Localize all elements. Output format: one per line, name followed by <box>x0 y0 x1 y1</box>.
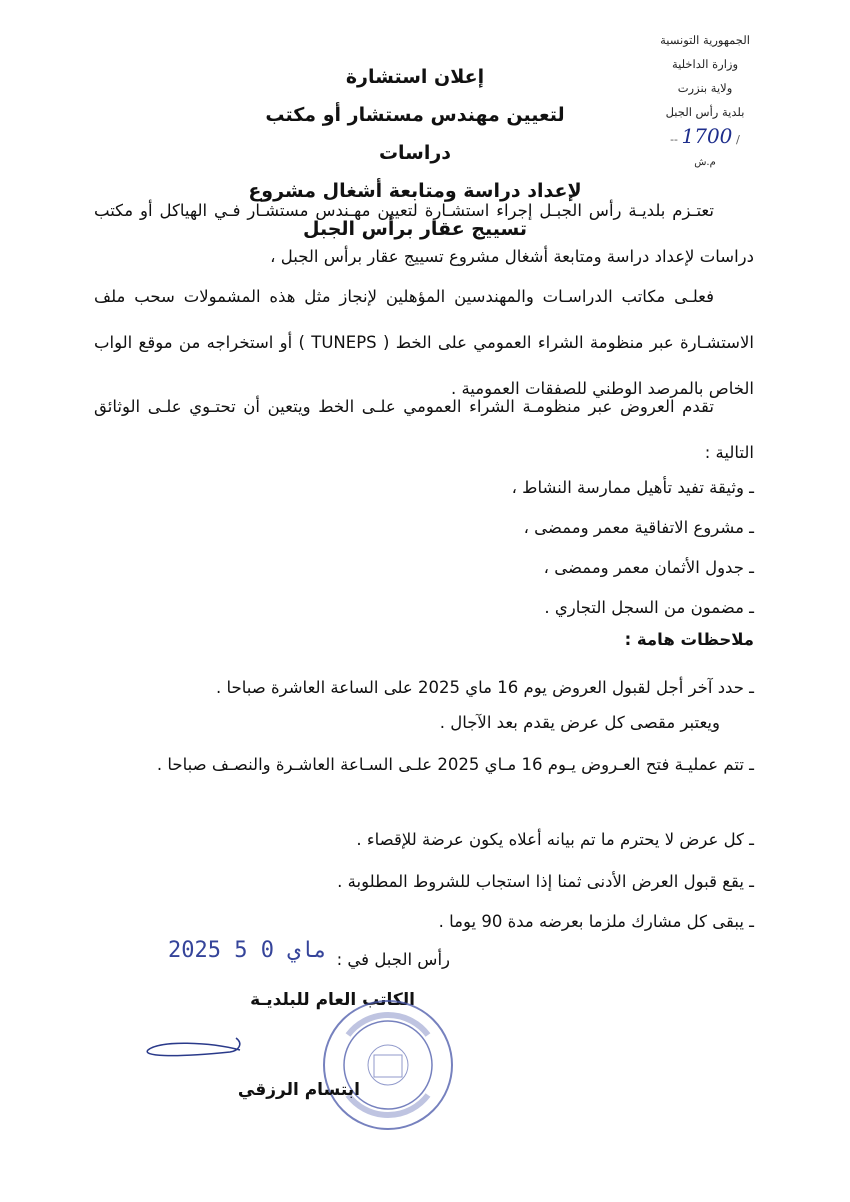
signatory-name: ابتسام الرزقي <box>237 1080 360 1100</box>
note-item: ـ يقع قبول العرض الأدنى ثمنا إذا استجاب للشروط المطلوبة . <box>337 872 754 891</box>
municipality-label: بلدية رأس الجبل <box>665 105 745 119</box>
note-late-offers: ويعتبر مقصى كل عرض يقدم بعد الآجال . <box>439 713 720 732</box>
note-deadline: ـ حدد آخر أجل لقبول العروض يوم 16 ماي 2025 على الساعة العاشرة صباحا . <box>216 678 754 697</box>
governorate-label: ولاية بنزرت <box>677 81 733 95</box>
paragraph-submission: تقدم العروض عبر منظومـة الشراء العمومي علـى الخط ويتعين أن تحتـوي علـى الوثائق التالية : <box>94 397 754 462</box>
title-line-2: لتعيين مهندس مستشار أو مكتب دراسات <box>265 104 565 164</box>
note-item: ـ كل عرض لا يحترم ما تم بيانه أعلاه يكون عرضة للإقصاء . <box>356 830 754 849</box>
document-item: ـ مضمون من السجل التجاري . <box>544 598 754 617</box>
document-item: ـ وثيقة تفيد تأهيل ممارسة النشاط ، <box>511 478 754 497</box>
republic-label: الجمهورية التونسية <box>660 33 750 47</box>
note-item: ـ يبقى كل مشارك ملزما بعرضه مدة 90 يوما . <box>438 912 754 931</box>
ministry-label: وزارة الداخلية <box>671 57 739 71</box>
signatory-role: الكاتب العام للبلديـة <box>250 990 415 1010</box>
reference-number: -- 1700 / <box>670 124 740 148</box>
title-line-4: تسييج عقار برأس الجبل <box>303 218 527 240</box>
reference-suffix: م.ش <box>694 157 716 168</box>
place-date-label: رأس الجبل في : <box>336 950 450 969</box>
notes-heading: ملاحظات هامة : <box>624 630 754 649</box>
letterhead <box>630 28 780 175</box>
document-item: ـ جدول الأثمان معمر وممضى ، <box>543 558 754 577</box>
paragraph-withdrawal: فعلـى مكاتب الدراسـات والمهندسين المؤهلين لإنجاز مثل هذه المشمولات سحب ملف الاستشـارة عبر منظومة الشراء العمومي على الخط ( TUNEPS ) أو استخراجه من موقع الواب الخاص بالمرصد الوطني للصفقات العمومية . <box>94 287 754 398</box>
date-stamp: 2025 ماي 0 5 <box>168 938 327 963</box>
title-line-3: لإعداد دراسة ومتابعة أشغال مشروع <box>248 180 582 202</box>
handwritten-signature <box>140 1030 250 1070</box>
title-line-1: إعلان استشارة <box>345 66 485 88</box>
document-item: ـ مشروع الاتفاقية معمر وممضى ، <box>523 518 754 537</box>
paragraph-intro: تعتـزم بلديـة رأس الجبـل إجراء استشـارة لتعيين مهـندس مستشـار فـي الهياكل أو مكتب دراسات لإعداد دراسة ومتابعة أشغال مشروع تسييج عقار برأس الجبل ، <box>94 201 754 266</box>
official-seal <box>318 995 458 1135</box>
note-opening: ـ تتم عمليـة فتح العـروض يـوم 16 مـاي 2025 علـى السـاعة العاشـرة والنصـف صباحا . <box>156 755 754 774</box>
